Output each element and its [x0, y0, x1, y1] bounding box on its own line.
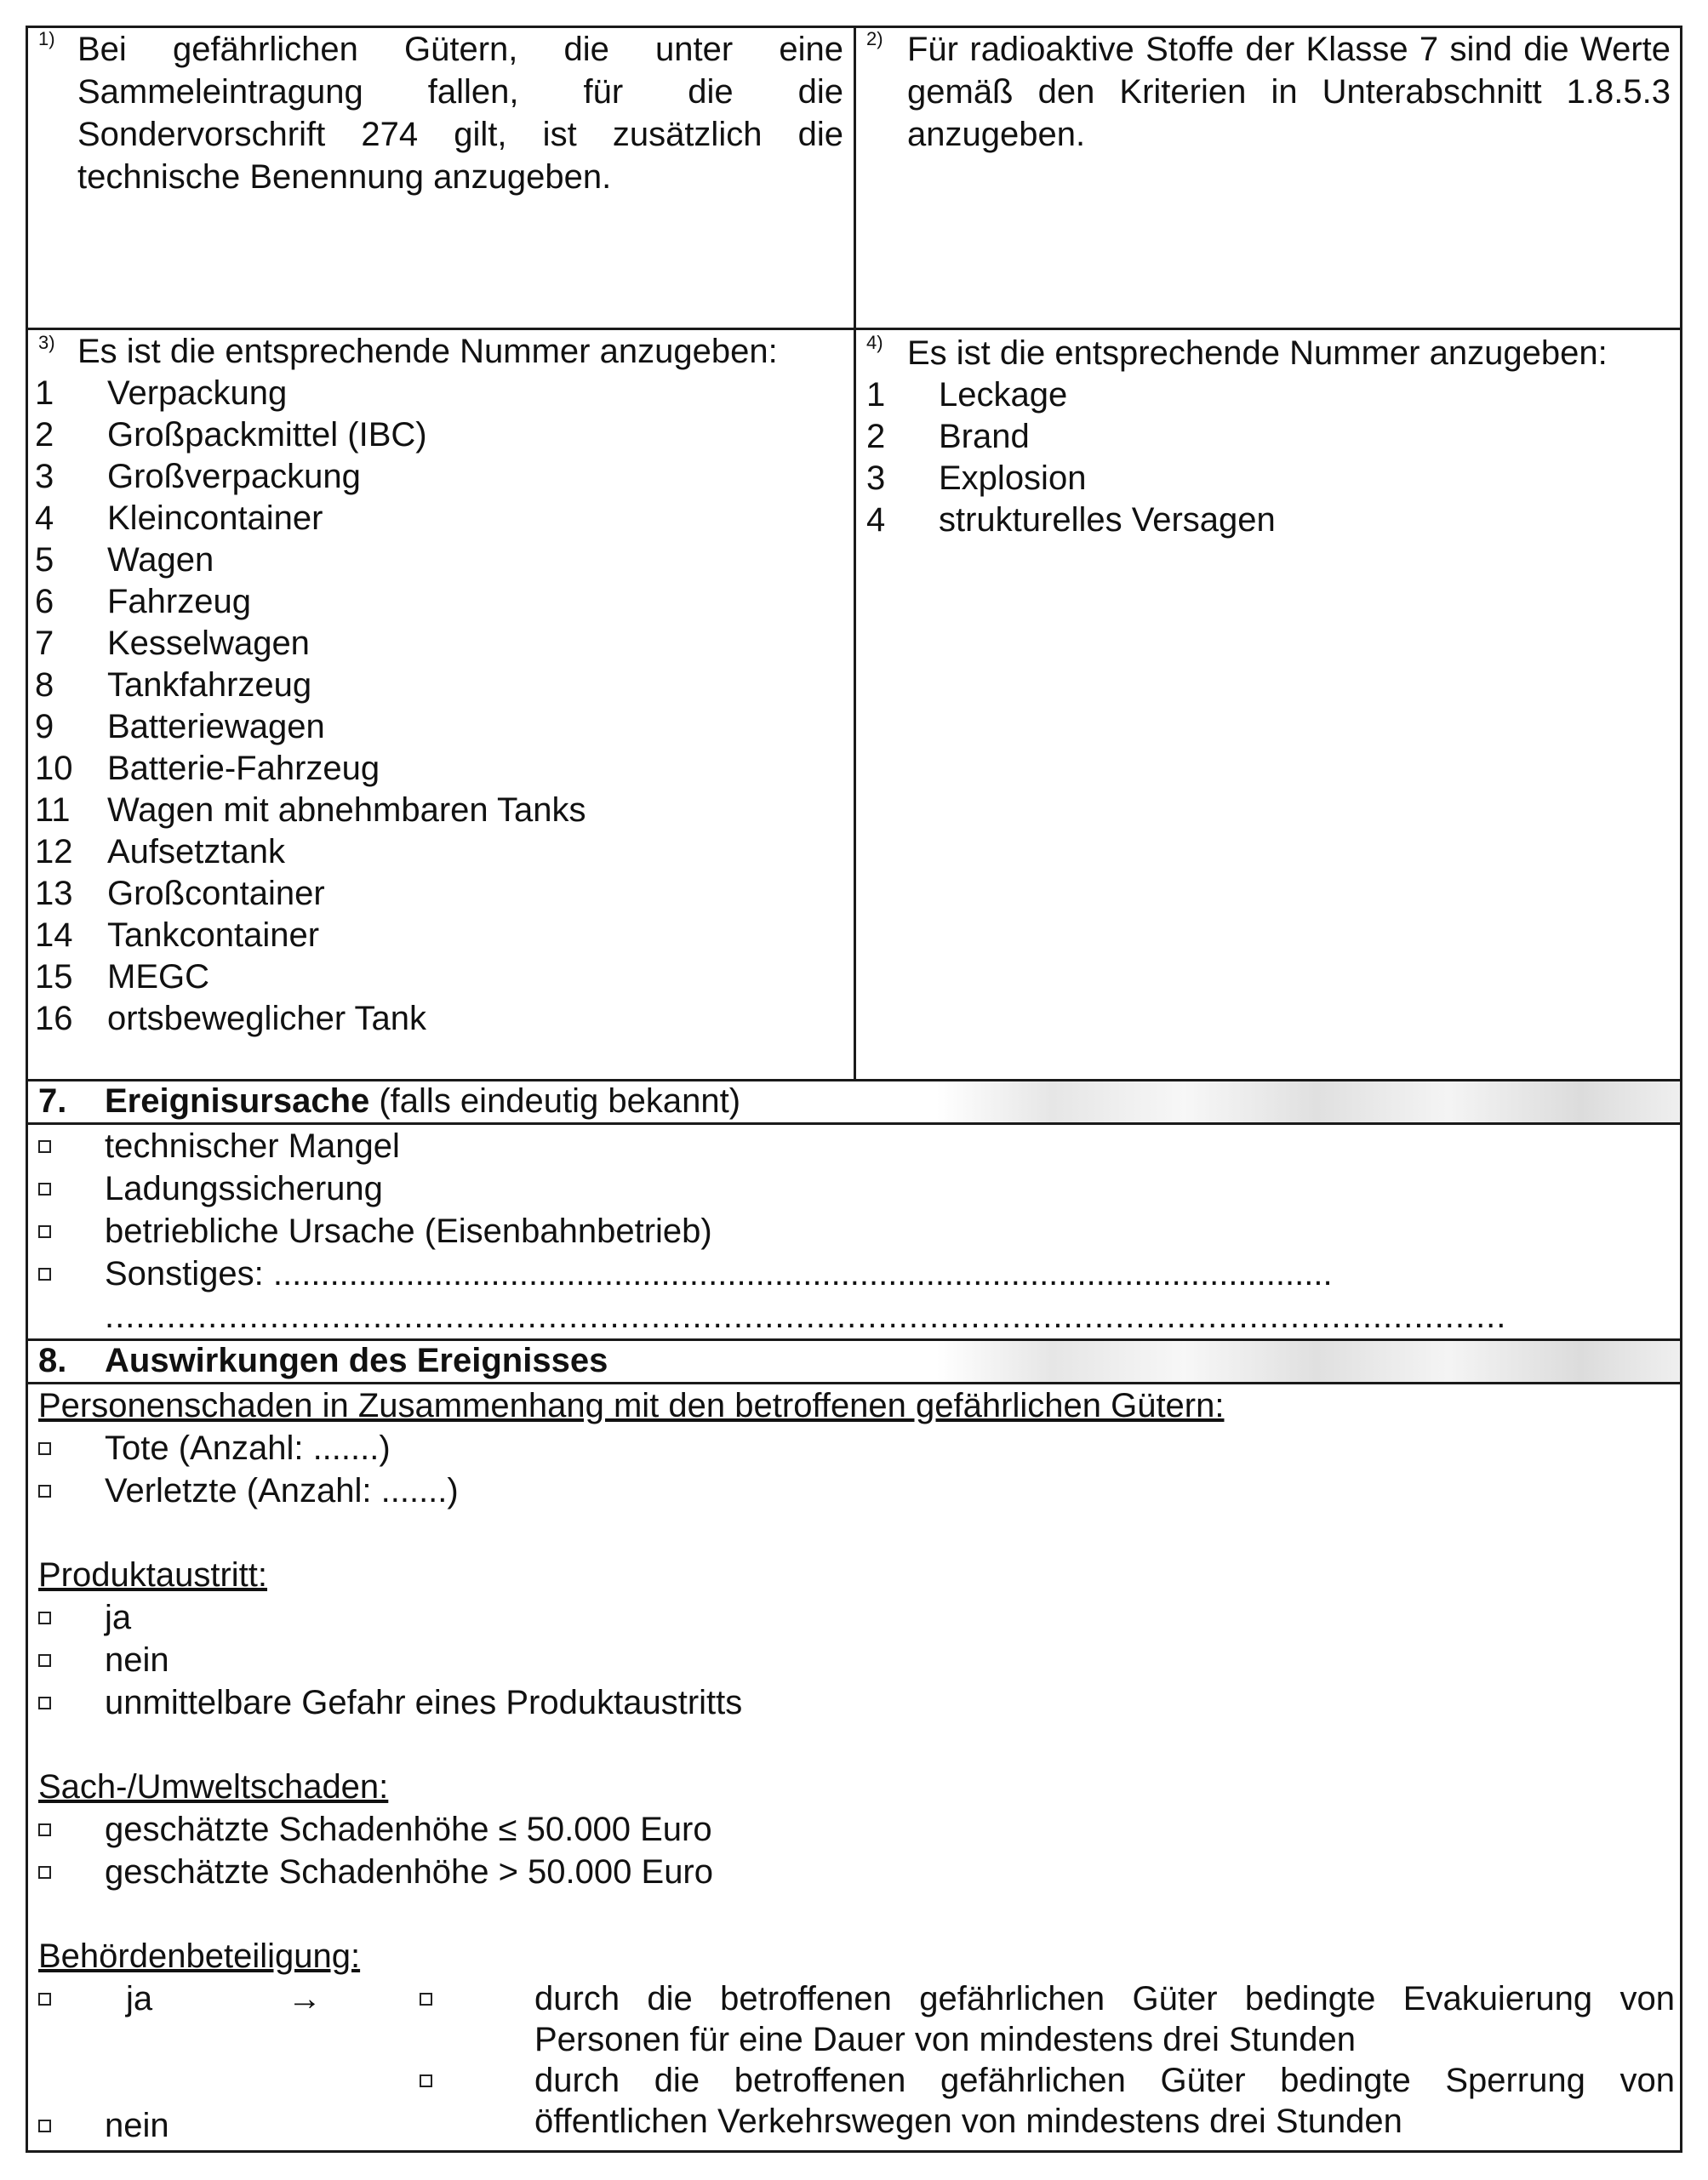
footnote-4-cell: [856, 330, 1682, 1079]
evacuation-text: durch die betroffenen gefährlichen Güter bedingte Evakuierung von Personen für eine Dauer von mindestens drei Stunden: [534, 1980, 1675, 2058]
authority-heading: Behördenbeteiligung:: [38, 1937, 361, 1975]
checkbox[interactable]: [38, 1823, 51, 1836]
list-item: 16 ortsbeweglicher Tank: [35, 1000, 427, 1037]
evacuation-checkbox[interactable]: [420, 1993, 432, 2006]
checkbox[interactable]: [38, 1485, 51, 1498]
section-7-number: 7.: [38, 1082, 67, 1120]
list-item: 12 Aufsetztank: [35, 833, 286, 870]
checkbox[interactable]: [38, 2120, 51, 2132]
damage-heading: Sach-/Umweltschaden:: [38, 1768, 389, 1806]
footnote-4-intro: Es ist die entsprechende Nummer anzugeben:: [907, 334, 1608, 372]
list-item: 3 Explosion: [866, 459, 1087, 497]
list-item: 1 Leckage: [866, 376, 1068, 414]
list-item: 5 Wagen: [35, 541, 214, 579]
closure-text: durch die betroffenen gefährlichen Güter bedingte Sperrung von öffentlichen Verkehrswegen von mindestens drei Stunden: [534, 2062, 1675, 2140]
section-8-header: [28, 1341, 1680, 1382]
checkbox[interactable]: [38, 1225, 51, 1238]
list-item: 4 strukturelles Versagen: [866, 501, 1276, 539]
section-7-title: Ereignisursache (falls eindeutig bekannt): [105, 1082, 741, 1120]
list-item: 6 Fahrzeug: [35, 583, 251, 620]
list-item: 10 Batterie-Fahrzeug: [35, 750, 380, 787]
footnote-3-cell: [28, 330, 854, 1079]
footnote-1-text: Bei gefährlichen Gütern, die unter eine Sammeleintragung fallen, für die die Sondervorschrift 274 gilt, ist zusätzlich die technische Benennung anzugeben.: [77, 31, 843, 196]
checkbox[interactable]: [38, 1697, 51, 1709]
checkbox[interactable]: [38, 1612, 51, 1624]
checkbox[interactable]: [38, 1866, 51, 1879]
checkbox[interactable]: [38, 1268, 51, 1281]
list-item: 11 Wagen mit abnehmbaren Tanks: [35, 791, 586, 829]
list-item: 2 Großpackmittel (IBC): [35, 416, 427, 454]
authority-yes-option[interactable]: [28, 1977, 454, 2020]
list-item: 13 Großcontainer: [35, 875, 325, 912]
list-item: 3 Großverpackung: [35, 458, 361, 495]
footnote-3-mark: 3): [38, 332, 55, 353]
list-item: 14 Tankcontainer: [35, 916, 320, 954]
arrow-icon: →: [288, 1980, 322, 2017]
form-page: 1) Bei gefährlichen Gütern, die unter eine Sammeleintragung fallen, für die die Sondervorschrift 274 gilt, ist zusätzlich die technische Benennung anzugeben. 2) Für radioaktive Stoffe der Klasse 7 sind die Werte gemäß den Kriterien in Unterabschnitt 1.8.5.3 anzugeben. 3) Es ist die entsprechende Nummer anzugeben: 1 Verpackung 2 Großpackmittel (IBC) 3 Großverpackung 4 Kleincontainer 5 Wagen 6 Fahrzeug 7 Kesselwagen 8 Tankfahrzeug 9 Batteriewagen 10 Batterie-Fahrzeug 11 Wagen mit abnehmbaren Tanks 12 Aufsetztank 13 Großcontainer 14 Tankcontainer 15 MEGC 16 ortsbeweglicher Tank 4) Es ist die entsprechende Nummer anzugeben: 1 Leckage 2 Brand 3 Explosion 4 strukturelles Versagen 7. Ereignisursache (falls eindeutig bekannt) technischer Mangel Ladungssicherung betriebliche Ursache (Eisenbahnbetrieb) Sonstiges: ................................................................................................................ ........................................................................................................................................ 8. Auswirkungen des Ereignisses Personenschaden in Zusammenhang mit den betroffenen gefährlichen Gütern: Tote (Anzahl: .......) Verletzte (Anzahl: .......) Produktaustritt: ja nein unmittelbare Gefahr eines Produktaustritts Sach-/Umweltschaden: geschätzte Schadenhöhe ≤ 50.000 Euro geschätzte Schadenhöhe > 50.000 Euro Behördenbeteiligung: ja → durch die betroffenen gefährlichen Güter bedingte Evakuierung von Personen für eine Dauer von mindestens drei Stunden durch die betroffenen gefährlichen Güter bedingte Sperrung von öffentlichen Verkehrswegen von mindestens drei Stunden nein: [26, 26, 1682, 2153]
product-leak-heading: Produktaustritt:: [38, 1556, 268, 1594]
footnote-2-mark: 2): [866, 28, 883, 49]
checkbox[interactable]: [38, 1183, 51, 1196]
personal-injury-heading: Personenschaden in Zusammenhang mit den betroffenen gefährlichen Gütern:: [38, 1387, 1225, 1424]
section-8-title: Auswirkungen des Ereignisses: [105, 1342, 608, 1379]
authority-yes-label: ja: [126, 1980, 153, 2017]
closure-checkbox[interactable]: [420, 2074, 432, 2087]
other-cause-continuation-line[interactable]: ........................................................................................................................................: [105, 1298, 1507, 1335]
footnote-1-mark: 1): [38, 28, 55, 49]
container-type-list: [35, 373, 843, 1040]
checkbox[interactable]: [38, 1654, 51, 1667]
footnote-2-cell: [856, 28, 1682, 328]
list-item: 1 Verpackung: [35, 374, 288, 412]
section-7-header: [28, 1081, 1680, 1122]
list-item: 8 Tankfahrzeug: [35, 666, 312, 704]
list-item: 9 Batteriewagen: [35, 708, 325, 745]
list-item: 4 Kleincontainer: [35, 499, 323, 537]
checkbox[interactable]: [38, 1993, 51, 2006]
checkbox[interactable]: [38, 1442, 51, 1455]
list-item: 2 Brand: [866, 418, 1030, 455]
footnote-4-mark: 4): [866, 332, 883, 353]
footnote-1-cell: [28, 28, 854, 328]
list-item: 15 MEGC: [35, 958, 209, 996]
list-item: 7 Kesselwagen: [35, 625, 310, 662]
incident-type-list: [866, 374, 1666, 541]
footnote-2-text: Für radioaktive Stoffe der Klasse 7 sind die Werte gemäß den Kriterien in Unterabschnitt 1.8.5.3 anzugeben.: [907, 31, 1671, 153]
section-8-number: 8.: [38, 1342, 67, 1379]
checkbox[interactable]: [38, 1140, 51, 1153]
footnote-3-intro: Es ist die entsprechende Nummer anzugeben:: [77, 333, 778, 370]
